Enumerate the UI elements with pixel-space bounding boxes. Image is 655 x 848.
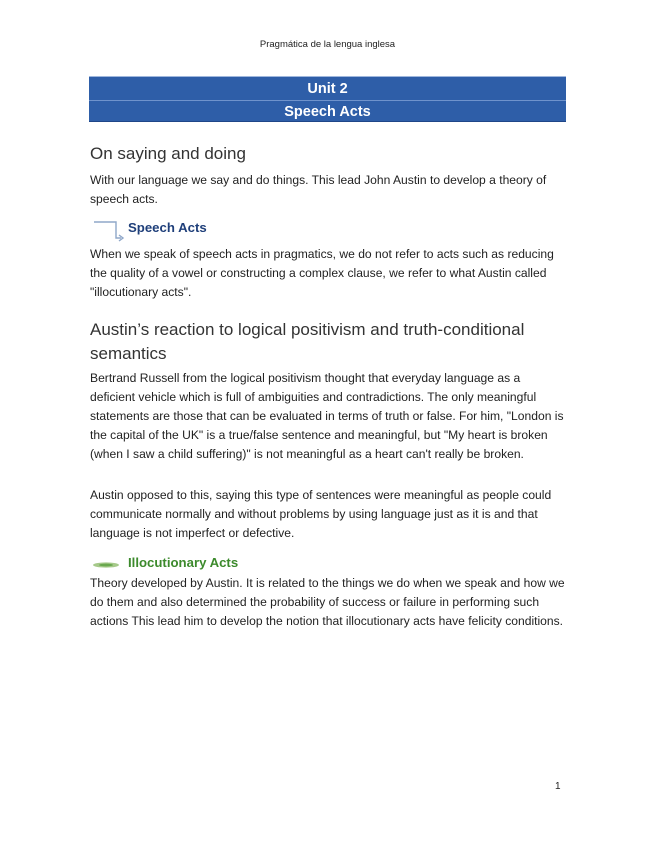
running-header: Pragmática de la lengua inglesa [259,39,396,50]
section-heading-austin-reaction: Austin’s reaction to logical positivism and truth-conditional semantics [90,320,525,363]
subheading-speech-acts [90,218,390,244]
paragraph-speech-acts: When we speak of speech acts in pragmatics, we do not refer to acts such as reducing the quality of a vowel or constructing a complex clause, we refer to what Austin called "illocutionary acts". [90,247,554,299]
title-banner [89,76,566,122]
subheading-label: Speech Acts [128,220,207,235]
unit-subtitle: Speech Acts [284,104,371,120]
paragraph-illocutionary: Theory developed by Austin. It is related to the things we do when we speak and how we do them and also determined the probability of success or failure in performing such actions This lead him to develop the notion that illocutionary acts have felicity conditions. [90,576,565,628]
page-number: 1 [555,781,561,792]
paragraph-austin-opposed: Austin opposed to this, saying this type of sentences were meaningful as people could communicate normally and without problems by using language just as it is and that language is not imperfect or defective. [90,488,552,540]
paragraph-russell: Bertrand Russell from the logical positivism thought that everyday language as a deficient vehicle which is full of ambiguities and contradictions. The only meaningful statements are those that can be evaluated in terms of truth or false. For him, "London is the capital of the UK" is a true/false sentence and meaningful, but "My heart is broken (when I saw a child suffering)" is not meaningful as a heart can't really be broken. [90,371,564,461]
unit-title: Unit 2 [307,81,348,97]
arrow-bracket-icon [90,218,126,244]
paragraph-saying-doing: With our language we say and do things. This lead John Austin to develop a theory of speech acts. [90,173,547,206]
subheading-label: Illocutionary Acts [128,555,239,570]
section-heading-saying-doing: On saying and doing [90,144,246,163]
